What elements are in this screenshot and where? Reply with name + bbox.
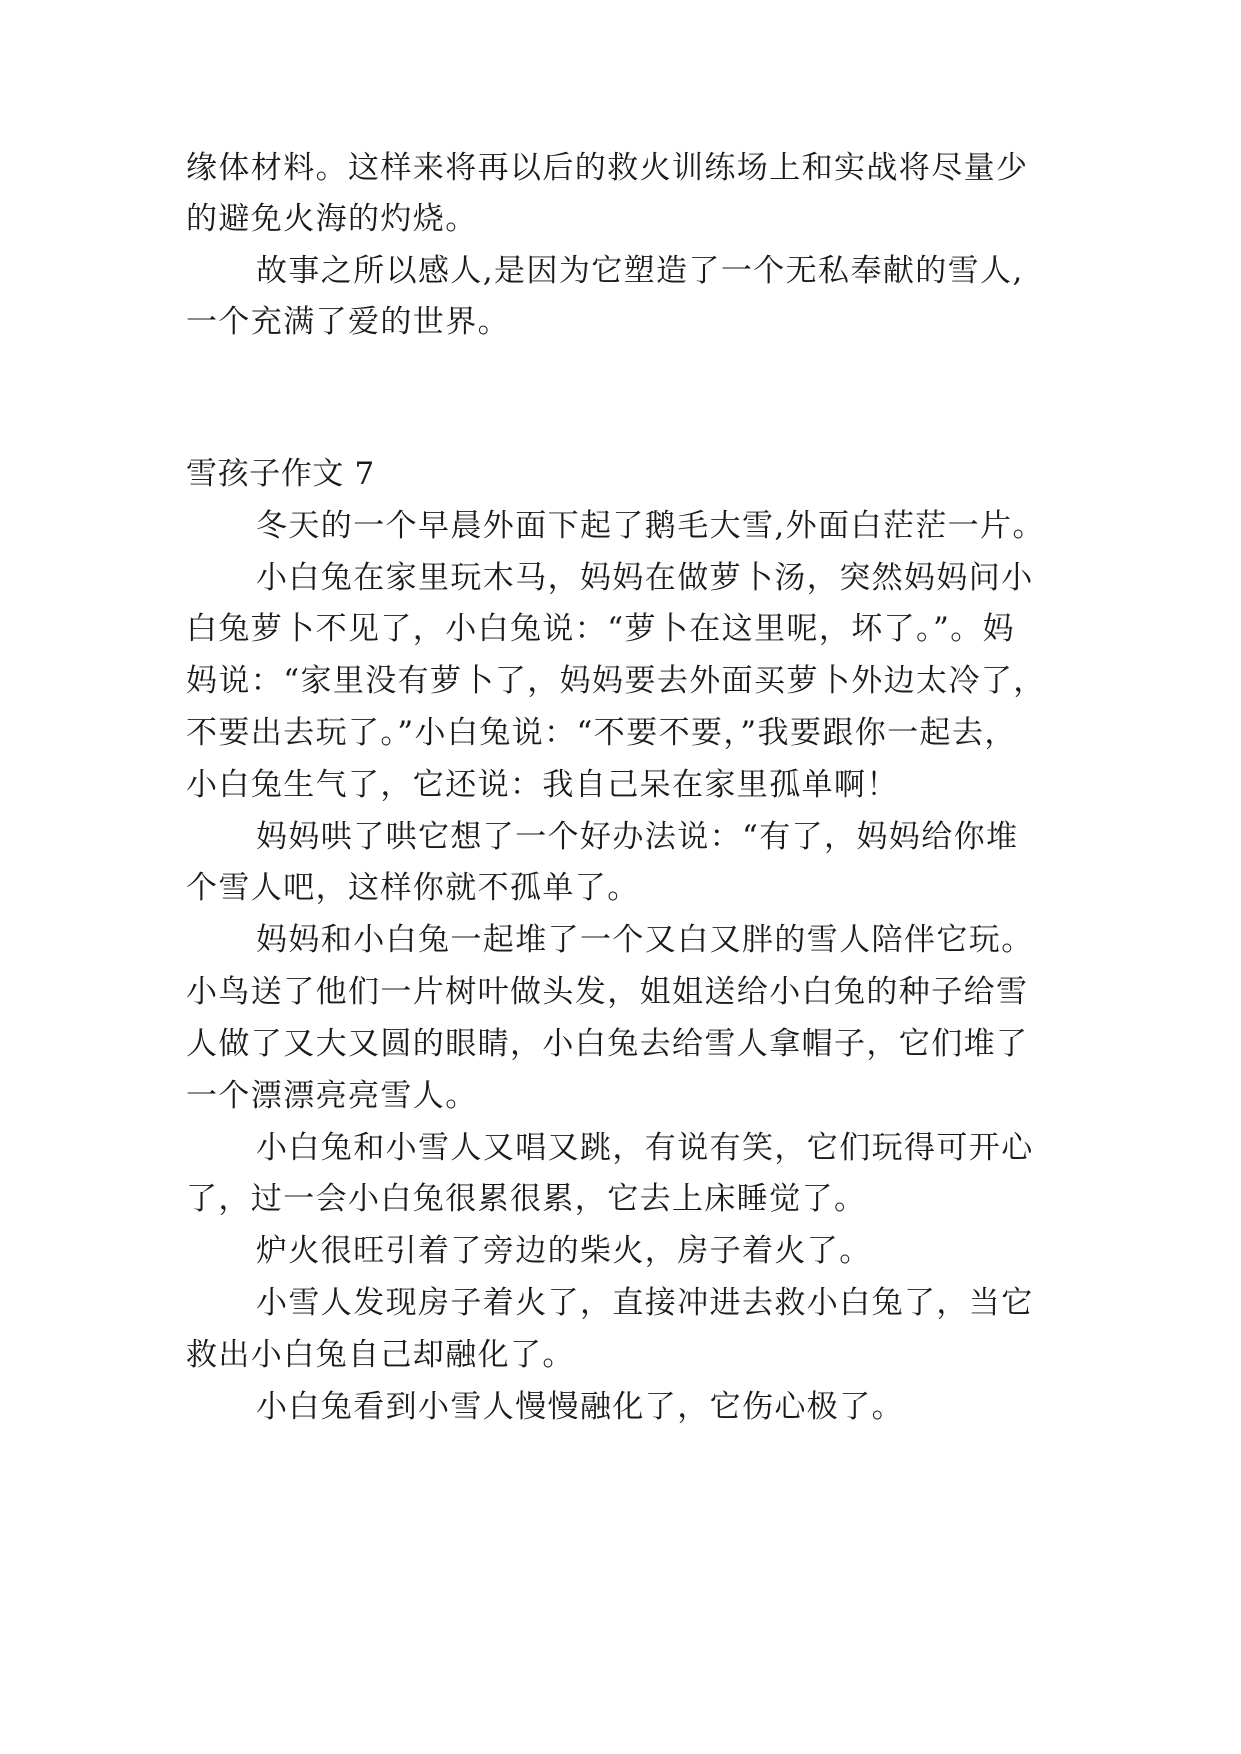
paragraph-start-line: 故事之所以感人,是因为它塑造了一个无私奉献的雪人, <box>256 253 1024 289</box>
paragraph-start-line: 小雪人发现房子着火了，直接冲进去救小白兔了，当它 <box>256 1285 1034 1321</box>
text-line: 缘体材料。这样来将再以后的救火训练场上和实战将尽量少 <box>186 150 1029 186</box>
text-line: 的避免火海的灼烧。 <box>186 201 478 237</box>
paragraph-start-line: 妈妈哄了哄它想了一个好办法说：“有了，妈妈给你堆 <box>256 819 1019 855</box>
text-line: 一个充满了爱的世界。 <box>186 304 510 340</box>
text-line: 小白兔生气了，它还说：我自己呆在家里孤单啊！ <box>186 767 899 803</box>
section-heading: 雪孩子作文 7 <box>186 456 375 492</box>
text-line: 救出小白兔自己却融化了。 <box>186 1337 575 1373</box>
paragraph-start-line: 小白兔在家里玩木马，妈妈在做萝卜汤，突然妈妈问小 <box>256 560 1034 596</box>
text-line: 人做了又大又圆的眼睛，小白兔去给雪人拿帽子，它们堆了 <box>186 1026 1029 1062</box>
text-line: 一个漂漂亮亮雪人。 <box>186 1078 478 1114</box>
text-line: 小鸟送了他们一片树叶做头发，姐姐送给小白兔的种子给雪 <box>186 974 1029 1010</box>
paragraph-start-line: 小白兔看到小雪人慢慢融化了，它伤心极了。 <box>256 1389 904 1425</box>
text-line: 妈说：“家里没有萝卜了，妈妈要去外面买萝卜外边太冷了， <box>186 663 1046 699</box>
paragraph-start-line: 妈妈和小白兔一起堆了一个又白又胖的雪人陪伴它玩。 <box>256 922 1034 958</box>
text-line: 不要出去玩了。”小白兔说：“不要不要，”我要跟你一起去， <box>186 715 1017 751</box>
paragraph-start-line: 小白兔和小雪人又唱又跳，有说有笑，它们玩得可开心 <box>256 1130 1034 1166</box>
paragraph-start-line: 炉火很旺引着了旁边的柴火，房子着火了。 <box>256 1233 872 1269</box>
text-line: 个雪人吧，这样你就不孤单了。 <box>186 870 640 906</box>
text-line: 了，过一会小白兔很累很累，它去上床睡觉了。 <box>186 1181 867 1217</box>
paragraph-start-line: 冬天的一个早晨外面下起了鹅毛大雪,外面白茫茫一片。 <box>256 508 1045 544</box>
text-line: 白兔萝卜不见了，小白兔说：“萝卜在这里呢，坏了。”。妈 <box>186 611 1015 647</box>
